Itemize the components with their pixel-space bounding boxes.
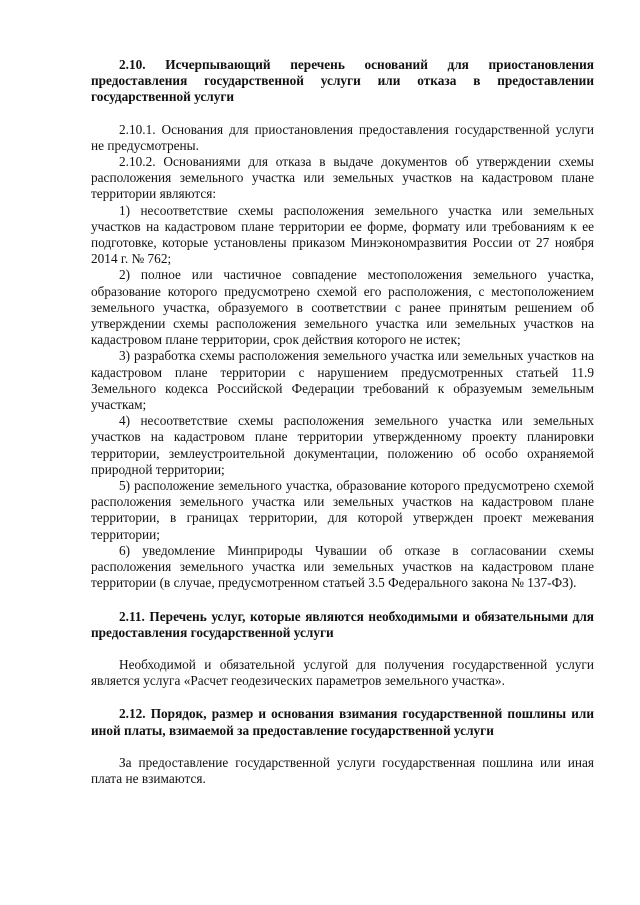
list-item-1: 1) несоответствие схемы расположения земельного участка или земельных участков на кадастровом плане территории ее форме, формату или требованиям к ее подготовке, которые установлены приказом Минэкономразвития России от 27 ноября 2014 г. № 762; — [91, 202, 594, 267]
list-item-2: 2) полное или частичное совпадение местоположения земельного участка, образование которого предусмотрено схемой его расположения, с местоположением земельного участка, образуемого в соответствии с ранее принятым решением об утверждении схемы расположения земельного участка или земельных участков на кадастровом плане территории, срок действия которого не истек; — [91, 267, 594, 348]
paragraph-2-10-2: 2.10.2. Основаниями для отказа в выдаче документов об утверждении схемы расположения земельного участка или земельных участков на кадастровом плане территории являются: — [91, 154, 594, 202]
list-item-4: 4) несоответствие схемы расположения земельного участка или земельных участков на кадастровом плане территории утвержденному проекту планировки территории, землеустроительной документации, положению об особо охраняемой природной территории; — [91, 413, 594, 477]
paragraph-2-11: Необходимой и обязательной услугой для получения государственной услуги является услуга «Расчет геодезических параметров земельного участка». — [91, 656, 594, 689]
paragraph-2-12: За предоставление государственной услуги государственная пошлина или иная плата не взимаются. — [91, 754, 594, 786]
list-item-5: 5) расположение земельного участка, образование которого предусмотрено схемой расположения земельного участка или земельных участков на кадастровом плане территории, в границах территории, для которой утвержден проект межевания территории; — [91, 478, 594, 542]
list-item-6: 6) уведомление Минприроды Чувашии об отказе в согласовании схемы расположения земельного участка или земельных участков на кадастровом плане территории (в случае, предусмотренном статьей 3.5 Федерального закона № 137-ФЗ). — [91, 542, 594, 591]
section-heading-2-11: 2.11. Перечень услуг, которые являются необходимыми и обязательными для предоставления государственной услуги — [91, 608, 594, 640]
paragraph-2-10-1: 2.10.1. Основания для приостановления предоставления государственной услуги не предусмотрены. — [91, 121, 594, 153]
section-heading-2-12: 2.12. Порядок, размер и основания взимания государственной пошлины или иной платы, взимаемой за предоставление государственной услуги — [91, 706, 594, 738]
section-heading-2-10: 2.10. Исчерпывающий перечень оснований для приостановления предоставления государственной услуги или отказа в предоставлении государственной услуги — [91, 57, 594, 105]
list-item-3: 3) разработка схемы расположения земельного участка или земельных участков на кадастровом плане территории с нарушением предусмотренных статьей 11.9 Земельного кодекса Российской Федерации требований к образуемым земельным участкам; — [91, 348, 594, 413]
